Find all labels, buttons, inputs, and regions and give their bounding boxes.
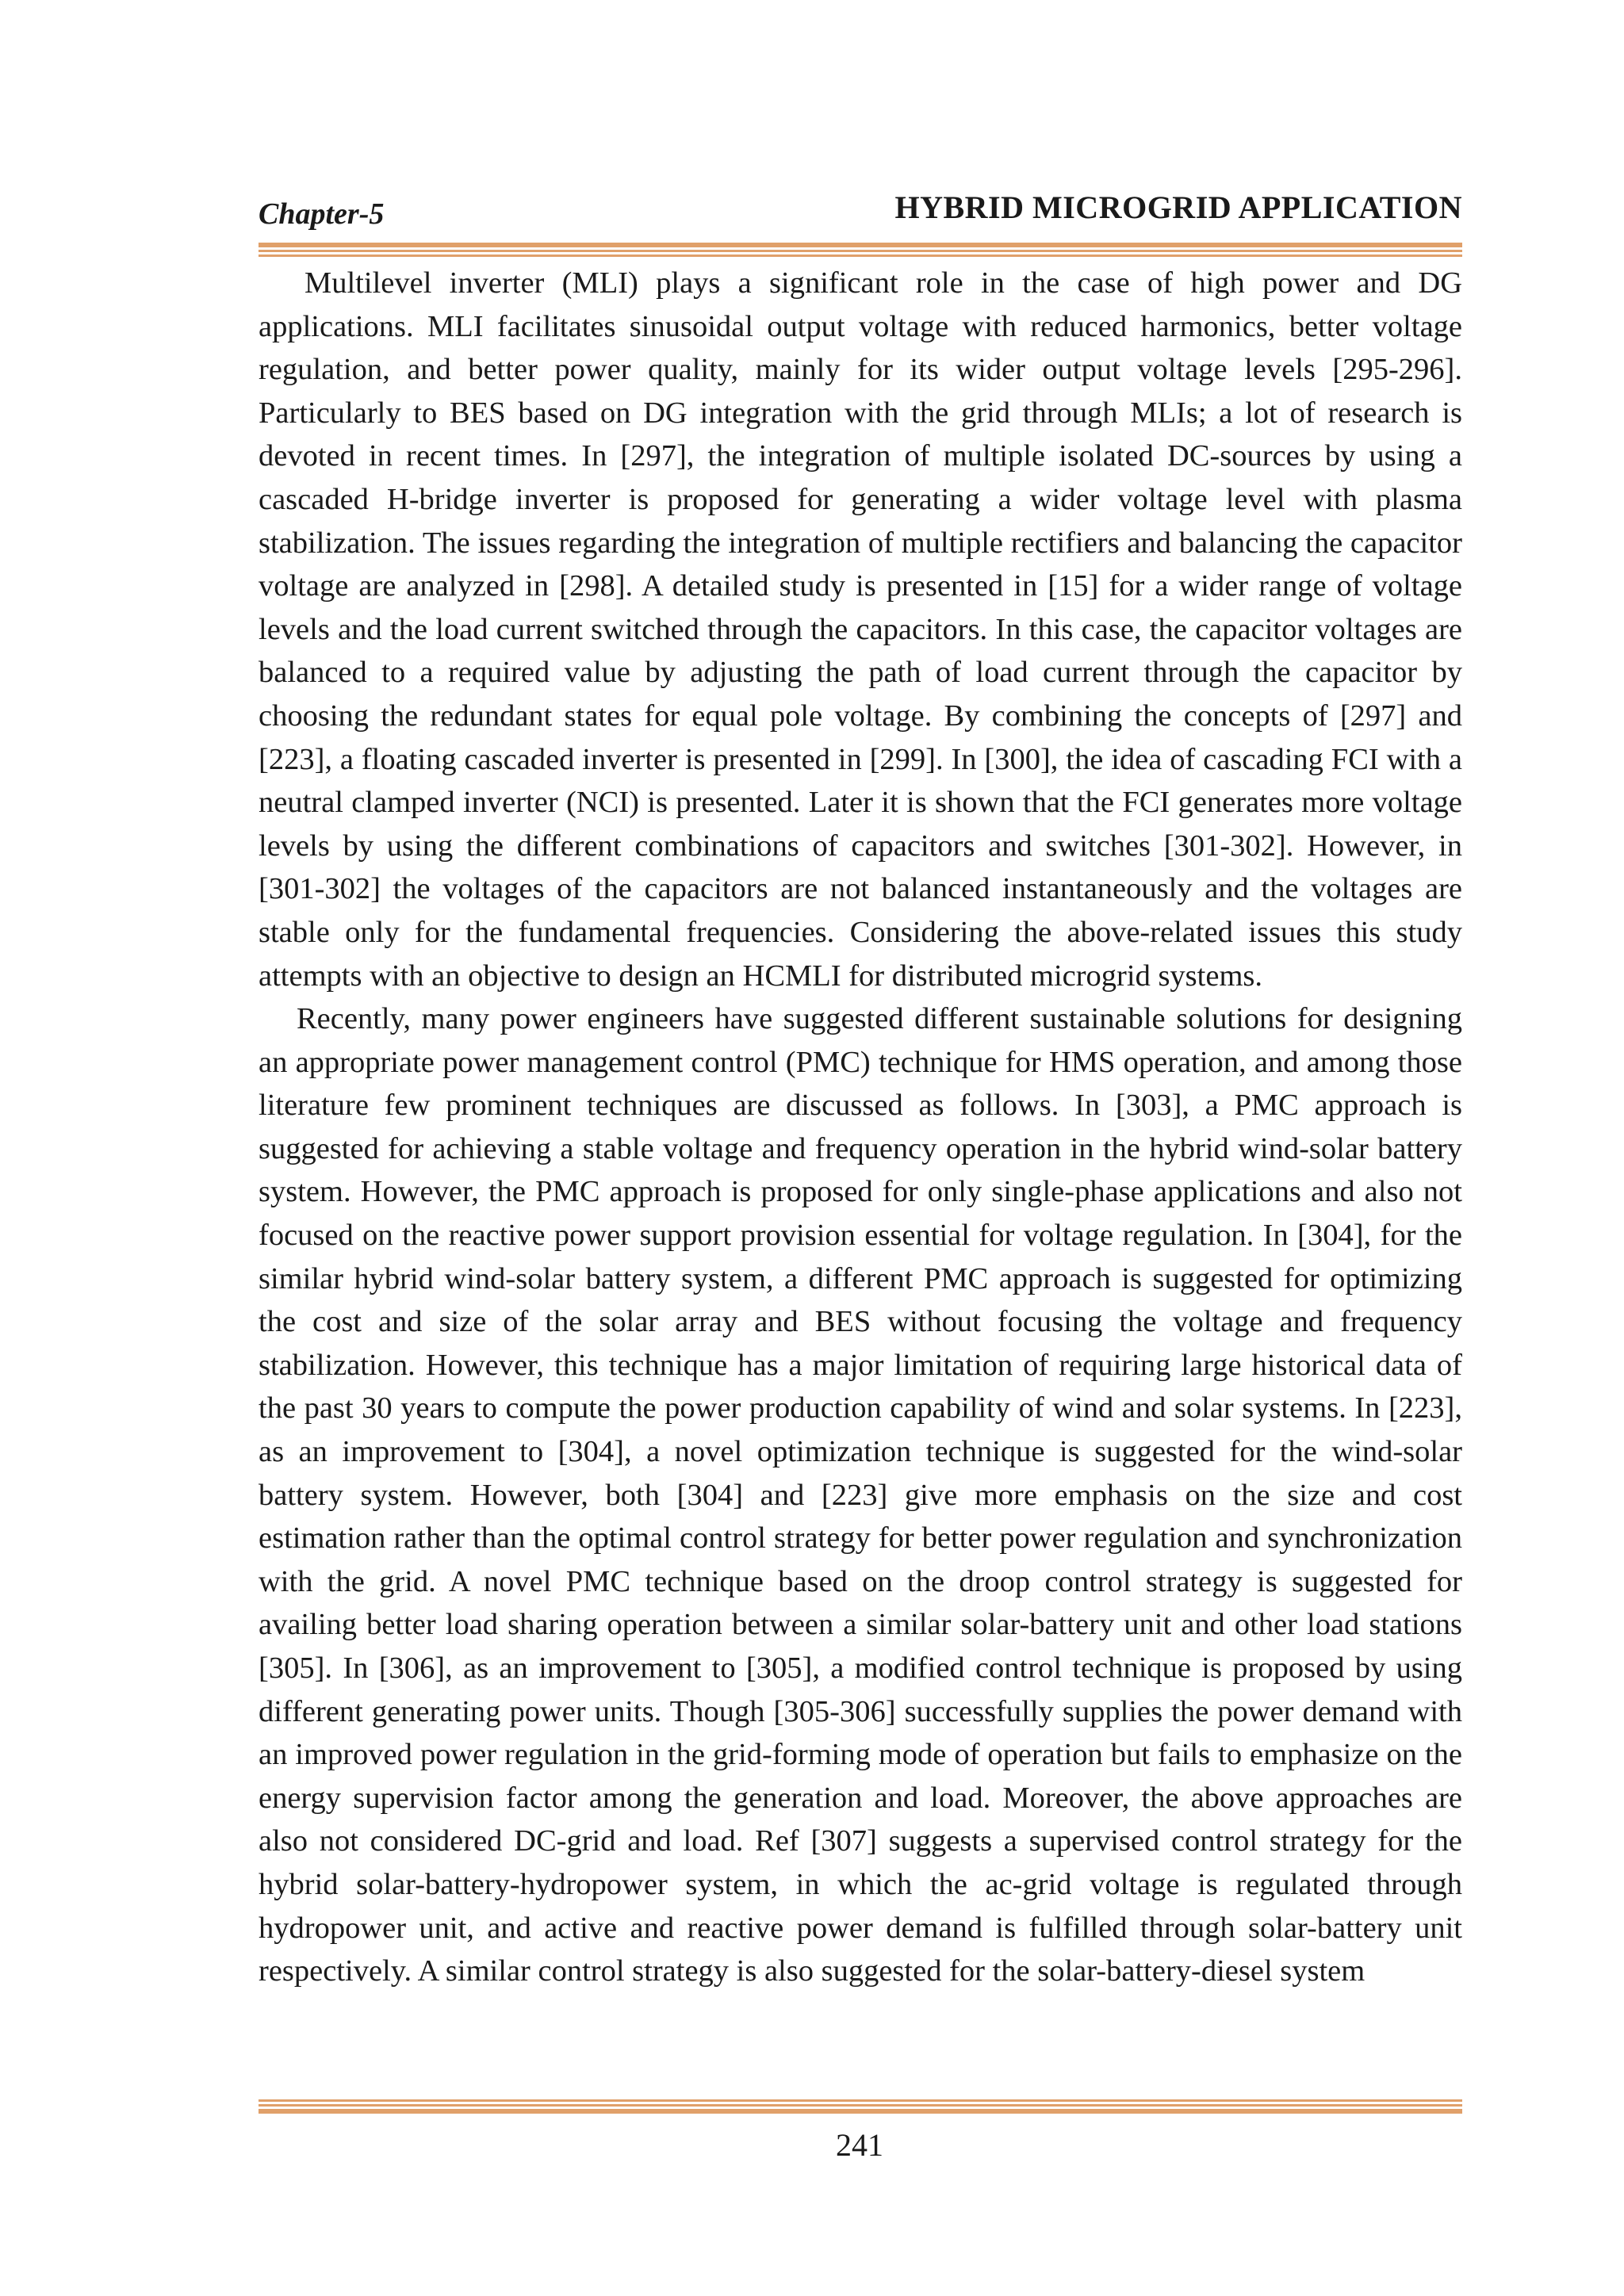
body-text (259, 262, 1462, 1993)
header-divider (259, 243, 1462, 257)
paragraph-pmc: Recently, many power engineers have suggested different sustainable solutions for designing an appropriate power management control (PMC) technique for HMS operation, and among those literature few prominent techniques are discussed as follows. In [303], a PMC approach is suggested for achieving a stable voltage and frequency operation in the hybrid wind-solar battery system. However, the PMC approach is proposed for only single-phase applications and also not focused on the reactive power support provision essential for voltage regulation. In [304], for the similar hybrid wind-solar battery system, a different PMC approach is suggested for optimizing the cost and size of the solar array and BES without focusing the voltage and frequency stabilization. However, this technique has a major limitation of requiring large historical data of the past 30 years to compute the power production capability of wind and solar systems. In [223], as an improvement to [304], a novel optimization technique is suggested for the wind-solar battery system. However, both [304] and [223] give more emphasis on the size and cost estimation rather than the optimal control strategy for better power regulation and synchronization with the grid. A novel PMC technique based on the droop control strategy is suggested for availing better load sharing operation between a similar solar-battery unit and other load stations [305]. In [306], as an improvement to [305], a modified control technique is proposed by using different generating power units. Though [305-306] successfully supplies the power demand with an improved power regulation in the grid-forming mode of operation but fails to emphasize on the energy supervision factor among the generation and load. Moreover, the above approaches are also not considered DC-grid and load. Ref [307] suggests a supervised control strategy for the hybrid solar-battery-hydropower system, in which the ac-grid voltage is regulated through hydropower unit, and active and reactive power demand is fulfilled through solar-battery unit respectively. A similar control strategy is also suggested for the solar-battery-diesel system (259, 1002, 1462, 1988)
page-header (259, 187, 1462, 235)
chapter-title: HYBRID MICROGRID APPLICATION (894, 189, 1462, 225)
page-number: 241 (836, 2127, 883, 2163)
chapter-label: Chapter-5 (259, 197, 385, 231)
footer-divider (259, 2099, 1462, 2114)
paragraph-mli: Multilevel inverter (MLI) plays a significant role in the case of high power and DG applications. MLI facilitates sinusoidal output voltage with reduced harmonics, better voltage regulation, and better power quality, mainly for its wider output voltage levels [295-296]. Particularly to BES based on DG integration with the grid through MLIs; a lot of research is devoted in recent times. In [297], the integration of multiple isolated DC-sources by using a cascaded H-bridge inverter is proposed for generating a wider voltage level with plasma stabilization. The issues regarding the integration of multiple rectifiers and balancing the capacitor voltage are analyzed in [298]. A detailed study is presented in [15] for a wider range of voltage levels and the load current switched through the capacitors. In this case, the capacitor voltages are balanced to a required value by adjusting the path of load current through the capacitor by choosing the redundant states for equal pole voltage. By combining the concepts of [297] and [223], a floating cascaded inverter is presented in [299]. In [300], the idea of cascading FCI with a neutral clamped inverter (NCI) is presented. Later it is shown that the FCI generates more voltage levels by using the different combinations of capacitors and switches [301-302]. However, in [301-302] the voltages of the capacitors are not balanced instantaneously and the voltages are stable only for the fundamental frequencies. Considering the above-related issues this study attempts with an objective to design an HCMLI for distributed microgrid systems. (259, 266, 1462, 993)
